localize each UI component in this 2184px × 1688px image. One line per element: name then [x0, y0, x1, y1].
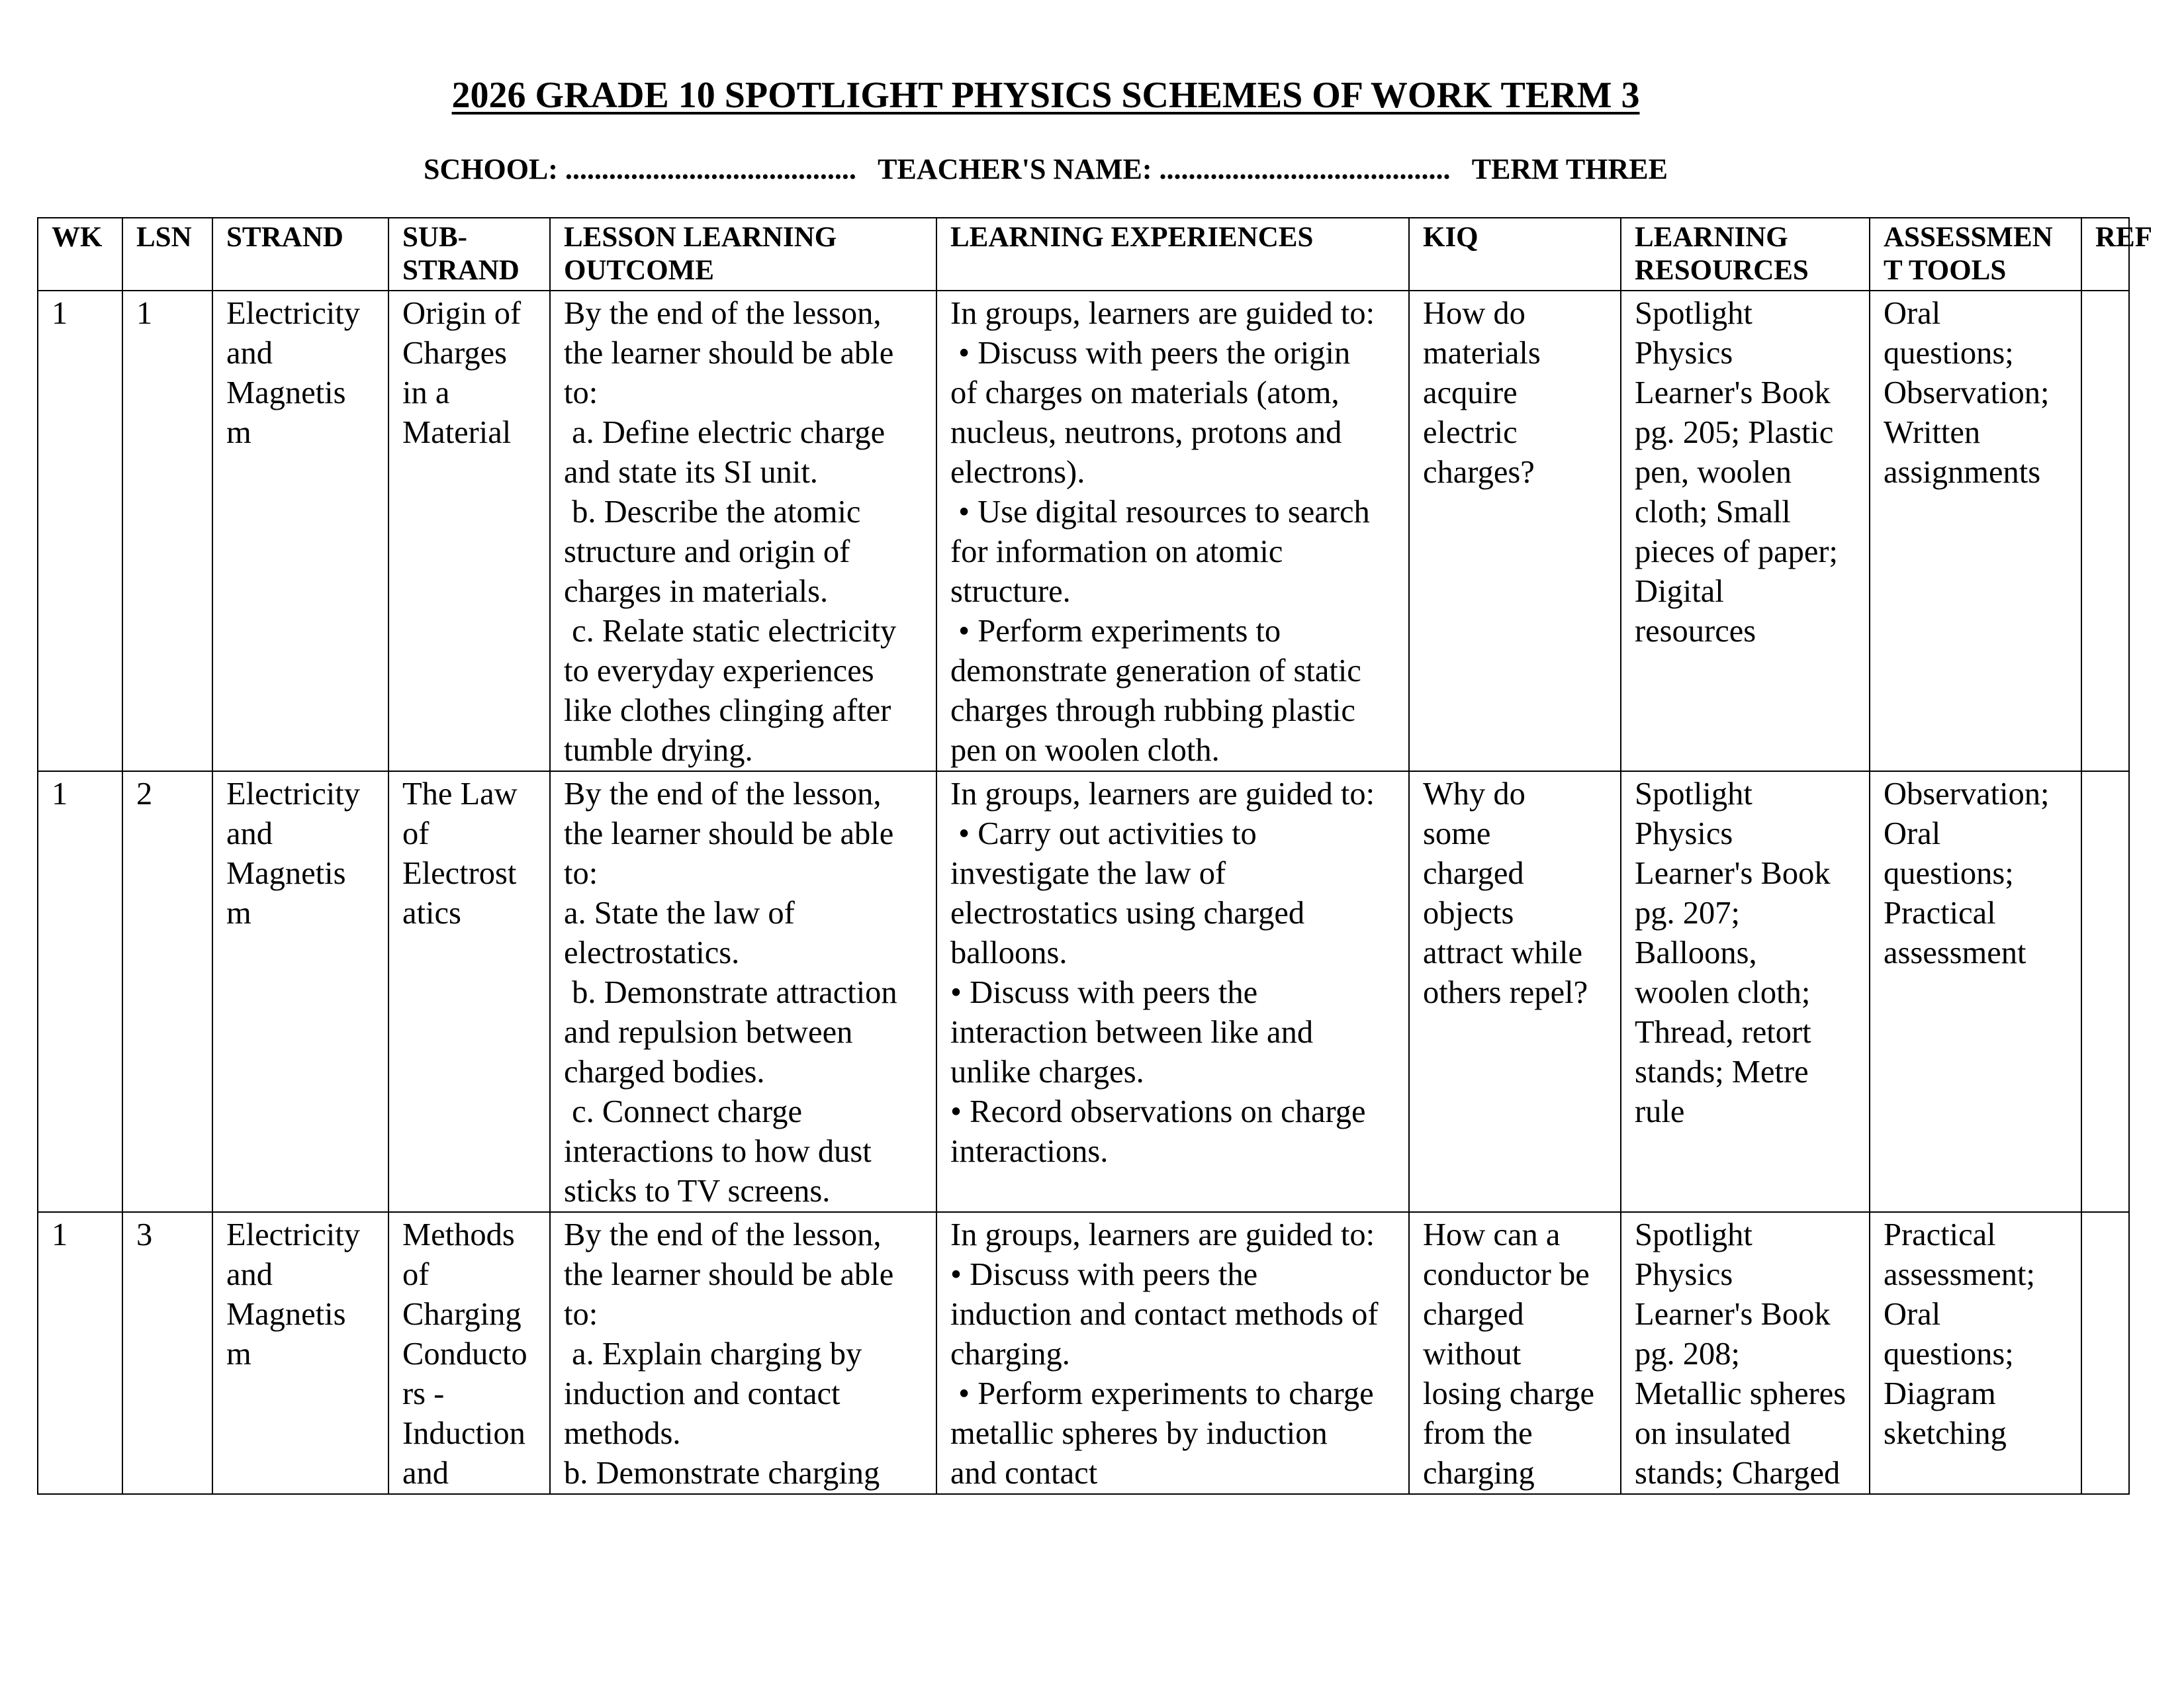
cell-assessment: Oral questions; Observation; Written assignments	[1870, 291, 2081, 771]
cell-lsn: 3	[122, 1212, 212, 1494]
cell-experiences: In groups, learners are guided to: • Carry out activities to investigate the law of electrostatics using charged balloons. • Discuss with peers the interaction between like and unlike charges. • Record observations on charge interactions.	[936, 771, 1409, 1212]
cell-outcome: By the end of the lesson, the learner should be able to: a. State the law of electrostatics. b. Demonstrate attraction and repulsion between charged bodies. c. Connect charge interactions to how dust sticks to TV screens.	[550, 771, 936, 1212]
cell-ref	[2081, 1212, 2129, 1494]
header-outcome: LESSON LEARNING OUTCOME	[550, 218, 936, 291]
header-lsn: LSN	[122, 218, 212, 291]
header-strand: STRAND	[212, 218, 388, 291]
header-ref: REF	[2081, 218, 2129, 291]
header-resources: LEARNING RESOURCES	[1621, 218, 1870, 291]
cell-strand: Electricity and Magnetis m	[212, 771, 388, 1212]
cell-resources: Spotlight Physics Learner's Book pg. 207; Balloons, woolen cloth; Thread, retort stands; Metre rule	[1621, 771, 1870, 1212]
cell-wk: 1	[38, 1212, 122, 1494]
header-sub-strand: SUB- STRAND	[388, 218, 550, 291]
cell-kiq: How can a conductor be charged without losing charge from the charging	[1409, 1212, 1621, 1494]
header-assessment: ASSESSMEN T TOOLS	[1870, 218, 2081, 291]
cell-ref	[2081, 291, 2129, 771]
cell-sub-strand: Methods of Charging Conducto rs - Induction and	[388, 1212, 550, 1494]
cell-resources: Spotlight Physics Learner's Book pg. 208; Metallic spheres on insulated stands; Charged	[1621, 1212, 1870, 1494]
cell-lsn: 2	[122, 771, 212, 1212]
header-wk: WK	[38, 218, 122, 291]
cell-strand: Electricity and Magnetis m	[212, 1212, 388, 1494]
cell-ref	[2081, 771, 2129, 1212]
header-experiences: LEARNING EXPERIENCES	[936, 218, 1409, 291]
cell-wk: 1	[38, 771, 122, 1212]
cell-kiq: How do materials acquire electric charges?	[1409, 291, 1621, 771]
table-header-row	[38, 218, 2129, 291]
cell-strand: Electricity and Magnetis m	[212, 291, 388, 771]
document-title: 2026 GRADE 10 SPOTLIGHT PHYSICS SCHEMES OF WORK TERM 3	[451, 75, 1640, 116]
cell-sub-strand: Origin of Charges in a Material	[388, 291, 550, 771]
cell-assessment: Practical assessment; Oral questions; Diagram sketching	[1870, 1212, 2081, 1494]
cell-kiq: Why do some charged objects attract while others repel?	[1409, 771, 1621, 1212]
cell-sub-strand: The Law of Electrost atics	[388, 771, 550, 1212]
schemes-of-work-table	[37, 217, 2152, 1495]
cell-experiences: In groups, learners are guided to: • Discuss with peers the origin of charges on materials (atom, nucleus, neutrons, protons and electrons). • Use digital resources to search for information on atomic structure. • Perform experiments to demonstrate generation of static charges through rubbing plastic pen on woolen cloth.	[936, 291, 1409, 771]
table-row	[38, 771, 2129, 1212]
cell-outcome: By the end of the lesson, the learner should be able to: a. Define electric charge and state its SI unit. b. Describe the atomic structure and origin of charges in materials. c. Relate static electricity to everyday experiences like clothes clinging after tumble drying.	[550, 291, 936, 771]
cell-wk: 1	[38, 291, 122, 771]
cell-lsn: 1	[122, 291, 212, 771]
cell-experiences: In groups, learners are guided to: • Discuss with peers the induction and contact methods of charging. • Perform experiments to charge metallic spheres by induction and contact	[936, 1212, 1409, 1494]
cell-resources: Spotlight Physics Learner's Book pg. 205; Plastic pen, woolen cloth; Small pieces of paper; Digital resources	[1621, 291, 1870, 771]
cell-assessment: Observation; Oral questions; Practical assessment	[1870, 771, 2081, 1212]
table-row	[38, 1212, 2129, 1494]
cell-outcome: By the end of the lesson, the learner should be able to: a. Explain charging by induction and contact methods. b. Demonstrate charging	[550, 1212, 936, 1494]
table-row	[38, 291, 2129, 771]
document-subtitle: SCHOOL: ........................................ TEACHER'S NAME: ........................................ TERM THREE	[424, 153, 1668, 185]
header-kiq: KIQ	[1409, 218, 1621, 291]
